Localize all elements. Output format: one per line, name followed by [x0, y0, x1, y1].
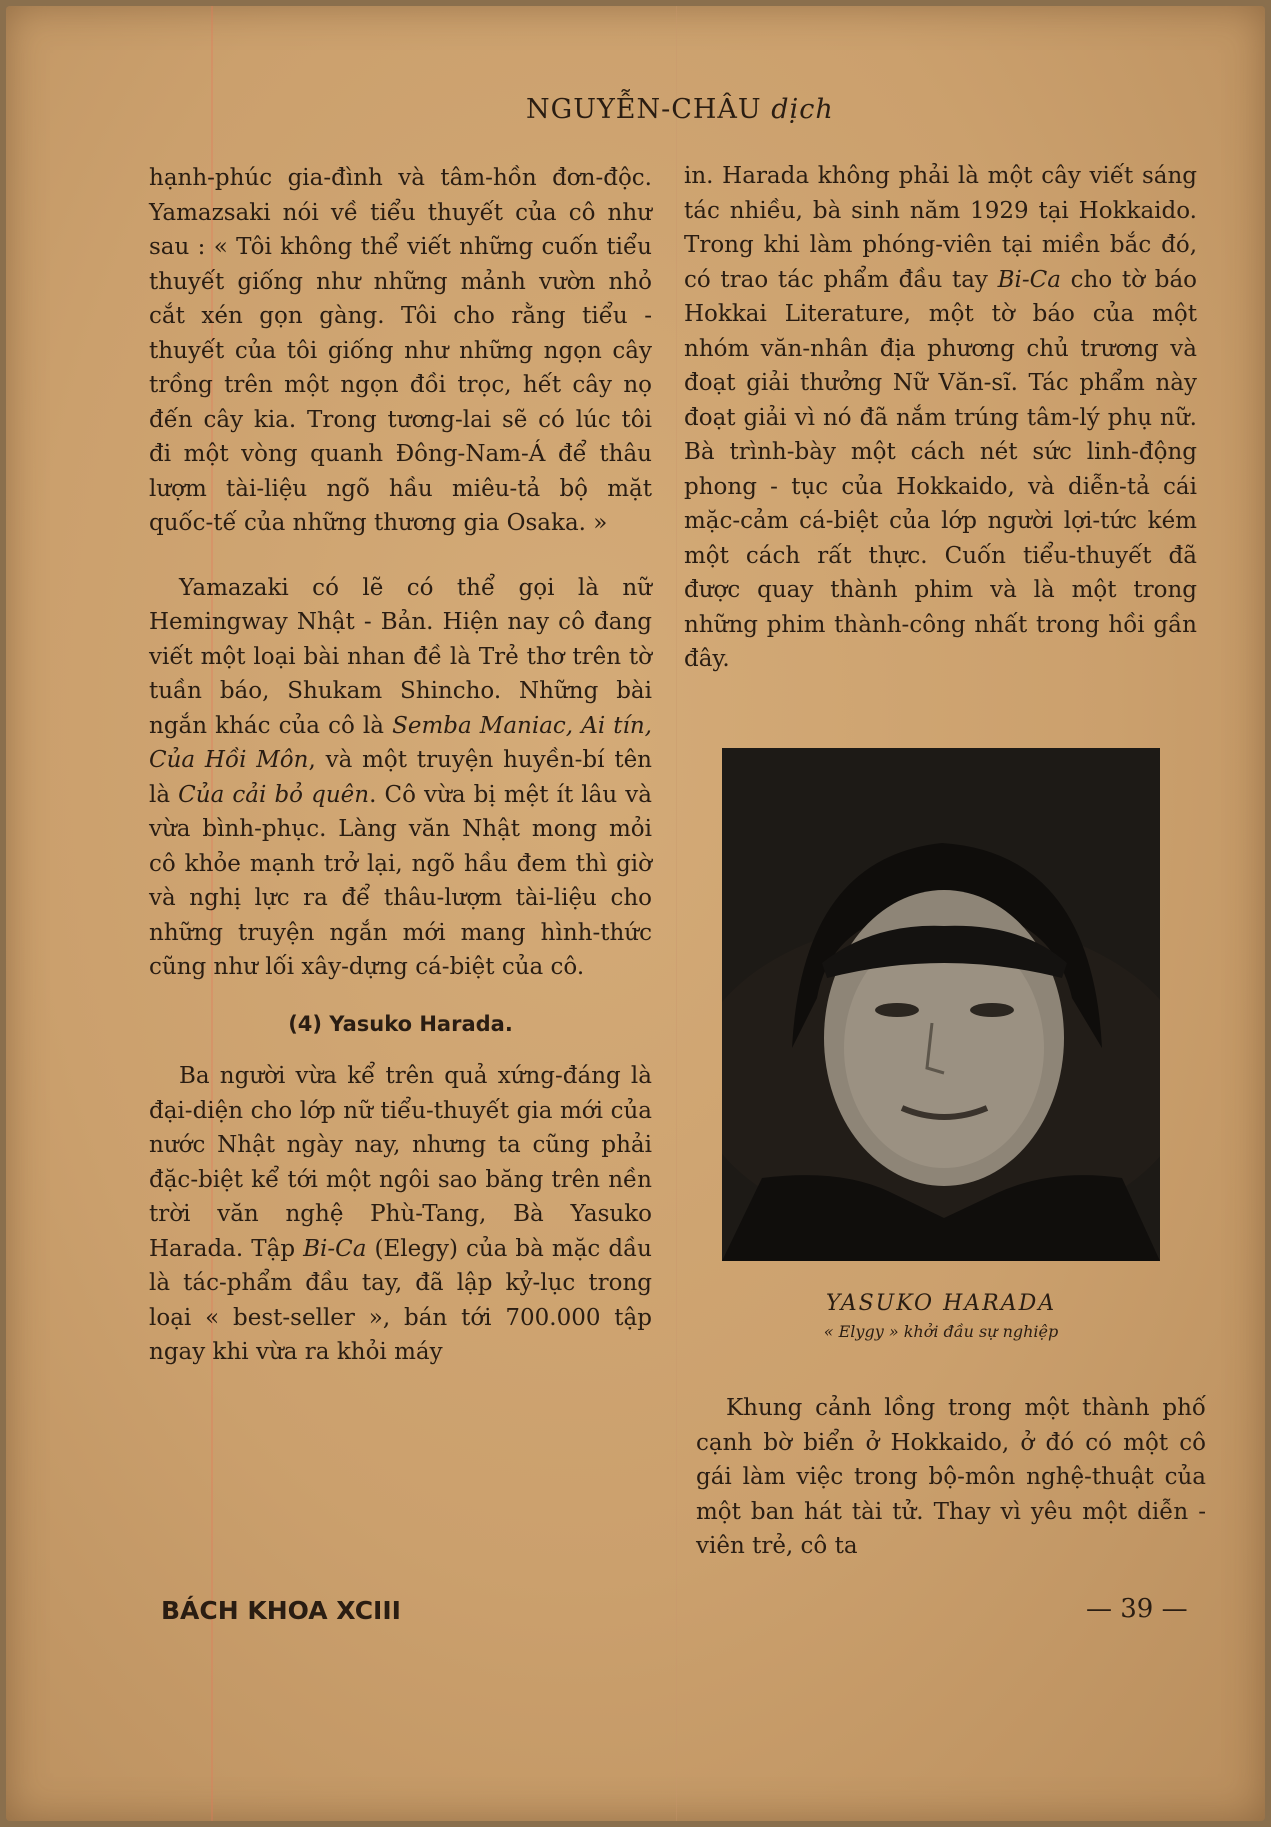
journal-name: BÁCH KHOA XCIII	[161, 1596, 401, 1625]
byline	[526, 94, 834, 125]
right-column	[684, 159, 1197, 677]
caption-subtitle: « Elygy » khởi đầu sự nghiệp	[823, 1322, 1059, 1341]
caption-name: YASUKO HARADA	[825, 1291, 1057, 1316]
work-title: Semba Maniac, Ai tín, Của Hồi Môn	[149, 712, 652, 773]
work-title: Của cải bỏ quên	[178, 781, 370, 808]
left-column	[149, 161, 652, 1370]
paragraph: Khung cảnh lồng trong một thành phố cạnh bờ biển ở Hokkaido, ở đó có một cô gái làm việc trong bộ-môn nghệ-thuật của một ban hát tài tử. Thay vì yêu một diễn - viên trẻ, cô ta	[696, 1395, 1206, 1559]
magazine-page	[6, 6, 1265, 1821]
paragraph: hạnh-phúc gia-đình và tâm-hồn đơn-độc. Yamazsaki nói về tiểu thuyết của cô như sau : « Tôi không thể viết những cuốn tiểu thuyết giống như những mảnh vườn nhỏ cắt xén gọn gàng. Tôi cho rằng tiểu - thuyết của tôi giống như những ngọn cây trồng trên một ngọn đồi trọc, hết cây nọ đến cây kia. Trong tương-lai sẽ có lúc tôi đi một vòng quanh Đông-Nam-Á để thâu lượm tài-liệu ngõ hầu miêu-tả bộ mặt quốc-tế của những thương gia Osaka. »	[149, 165, 652, 536]
work-title: Bi-Ca	[997, 266, 1061, 293]
section-heading: (4) Yasuko Harada.	[288, 1011, 513, 1036]
page-number: — 39 —	[1086, 1594, 1188, 1624]
paragraph: in. Harada không phải là một cây viết sáng tác nhiều, bà sinh năm 1929 tại Hokkaido. Trong khi làm phóng-viên tại miền bắc đó, có trao tác phẩm đầu tay Bi-Ca cho tờ báo Hokkai Literature, một tờ báo của một nhóm văn-nhân địa phương chủ trương và đoạt giải thưởng Nữ Văn-sĩ. Tác phẩm này đoạt giải vì nó đã nắm trúng tâm-lý phụ nữ. Bà trình-bày một cách nét sức linh-động phong - tục của Hokkaido, và diễn-tả cái mặc-cảm cá-biệt của lớp người lợi-tức kém một cách rất thực. Cuốn tiểu-thuyết đã được quay thành phim và là một trong những phim thành-công nhất trong hồi gần đây.	[684, 163, 1197, 672]
work-title: Bi-Ca	[303, 1235, 367, 1262]
author-portrait-photo	[722, 748, 1160, 1261]
paragraph: Ba người vừa kể trên quả xứng-đáng là đại-diện cho lớp nữ tiểu-thuyết gia mới của nước Nhật ngày nay, nhưng ta cũng phải đặc-biệt kể tới một ngôi sao băng trên nền trời văn nghệ Phù-Tang, Bà Yasuko Harada. Tập Bi-Ca (Elegy) của bà mặc dầu là tác-phẩm đầu tay, đã lập kỷ-lục trong loại « best-seller », bán tới 700.000 tập ngay khi vừa ra khỏi máy	[149, 1063, 652, 1365]
paragraph: Yamazaki có lẽ có thể gọi là nữ Hemingway Nhật - Bản. Hiện nay cô đang viết một loại bài nhan đề là Trẻ thơ trên tờ tuần báo, Shukam Shincho. Những bài ngắn khác của cô là Semba Maniac, Ai tín, Của Hồi Môn, và một truyện huyền-bí tên là Của cải bỏ quên. Cô vừa bị mệt ít lâu và vừa bình-phục. Làng văn Nhật mong mỏi cô khỏe mạnh trở lại, ngõ hầu đem thì giờ và nghị lực ra để thâu-lượm tài-liệu cho những truyện ngắn mới mang hình-thức cũng như lối xây-dựng cá-biệt của cô.	[149, 574, 652, 980]
right-column-continued	[696, 1391, 1206, 1564]
photo-caption	[722, 1291, 1160, 1341]
scan-streak	[676, 6, 677, 1821]
byline-name: NGUYỄN-CHÂU	[526, 94, 762, 125]
byline-role: dịch	[771, 94, 834, 125]
